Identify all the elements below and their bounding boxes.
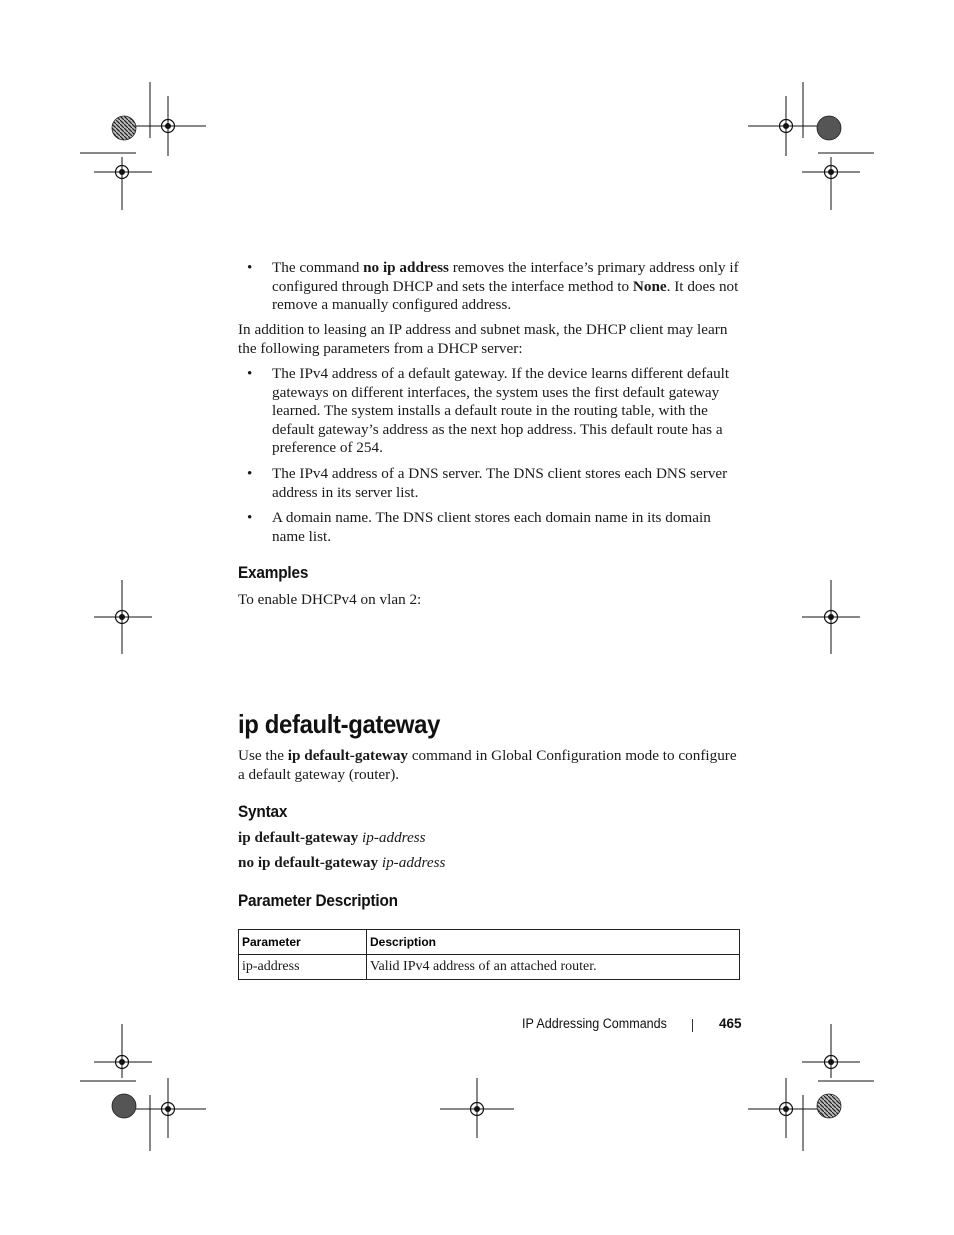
bullet-icon: • xyxy=(247,259,253,276)
footer-divider xyxy=(692,1019,693,1032)
column-header-description: Description xyxy=(367,930,740,955)
list-item: • The IPv4 address of a default gateway. If the device learns different default gateways on different interfaces, the system uses the first default gateway learned. The system installs a default route in the routing table, with the default gateway’s address as the next hop address. This default route has a preference of 254. xyxy=(247,365,730,457)
table-cell-description: Valid IPv4 address of an attached router. xyxy=(367,955,740,980)
table-header-row xyxy=(239,930,740,955)
parameter-table xyxy=(238,929,740,980)
dhcp-parameter-list xyxy=(238,365,740,553)
dhcp-intro-paragraph: In addition to leasing an IP address and subnet mask, the DHCP client may learn the following parameters from a DHCP server: xyxy=(238,321,728,357)
table-row xyxy=(239,955,740,980)
table-cell-parameter: ip-address xyxy=(239,955,367,980)
syntax-line-negated: no ip default-gateway ip-address xyxy=(238,854,446,871)
bullet-icon: • xyxy=(247,365,253,382)
list-item: • A domain name. The DNS client stores each domain name in its domain name list. xyxy=(247,509,711,545)
column-header-parameter: Parameter xyxy=(239,930,367,955)
list-item: • The IPv4 address of a DNS server. The DNS client stores each DNS server address in its server list. xyxy=(247,464,728,501)
examples-text: To enable DHCPv4 on vlan 2: xyxy=(238,591,422,608)
intro-bullet-list xyxy=(238,259,740,322)
syntax-line: ip default-gateway ip-address xyxy=(238,829,426,846)
bullet-icon: • xyxy=(247,464,253,482)
page-number: 465 xyxy=(719,1016,742,1031)
list-item: • The command no ip address removes the interface’s primary address only if configured through DHCP and sets the interface method to None. It does not remove a manually configured address. xyxy=(247,259,739,314)
parameter-description-heading: Parameter Description xyxy=(238,892,398,910)
examples-heading: Examples xyxy=(238,564,309,582)
syntax-heading: Syntax xyxy=(238,803,288,821)
bullet-icon: • xyxy=(247,509,253,527)
footer-section-title: IP Addressing Commands xyxy=(522,1016,667,1031)
command-title: ip default-gateway xyxy=(238,709,441,739)
command-description: Use the ip default-gateway command in Global Configuration mode to configure a default gateway (router). xyxy=(238,747,737,783)
